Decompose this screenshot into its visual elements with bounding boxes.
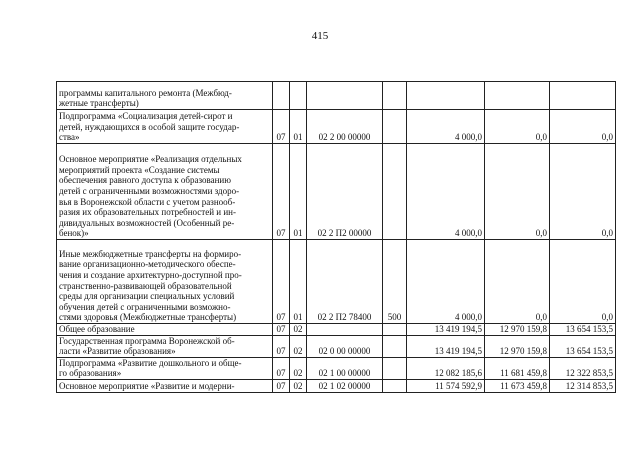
section-code-cell: 07 xyxy=(273,240,290,324)
expense-type-cell xyxy=(383,379,407,392)
row-name-cell: Подпрограмма «Развитие дошкольного и обще- го образования» xyxy=(57,357,273,379)
amount-year3-cell: 13 654 153,5 xyxy=(550,324,616,336)
amount-year1-cell: 11 574 592,9 xyxy=(407,379,485,392)
amount-year3-cell: 0,0 xyxy=(550,144,616,240)
amount-year2-cell: 12 970 159,8 xyxy=(485,335,550,357)
target-article-cell: 02 2 00 00000 xyxy=(307,110,383,144)
amount-year1-cell: 13 419 194,5 xyxy=(407,335,485,357)
subsection-code-cell xyxy=(290,82,307,110)
section-code-cell: 07 xyxy=(273,379,290,392)
table-row xyxy=(57,379,616,392)
amount-year2-cell: 12 970 159,8 xyxy=(485,324,550,336)
table-row xyxy=(57,110,616,144)
subsection-code-cell: 01 xyxy=(290,144,307,240)
amount-year3-cell: 12 314 853,5 xyxy=(550,379,616,392)
row-name-cell: программы капитального ремонта (Межбюд- жетные трансферты) xyxy=(57,82,273,110)
table-row xyxy=(57,357,616,379)
amount-year2-cell: 0,0 xyxy=(485,240,550,324)
target-article-cell: 02 1 02 00000 xyxy=(307,379,383,392)
section-code-cell: 07 xyxy=(273,110,290,144)
subsection-code-cell: 02 xyxy=(290,357,307,379)
section-code-cell xyxy=(273,82,290,110)
amount-year3-cell: 0,0 xyxy=(550,240,616,324)
target-article-cell: 02 2 П2 00000 xyxy=(307,144,383,240)
amount-year2-cell: 11 673 459,8 xyxy=(485,379,550,392)
subsection-code-cell: 01 xyxy=(290,240,307,324)
amount-year1-cell xyxy=(407,82,485,110)
table-row xyxy=(57,144,616,240)
expense-type-cell xyxy=(383,144,407,240)
row-name-cell: Иные межбюджетные трансферты на формиро- вание организационно-методического обеспе- чения и создание архитектурно-доступной про- странственно-развивающей образовательной среды для организации специальных условий обучения детей с ограниченными возможно- стями здоровья (Межбюджетные трансферты) xyxy=(57,240,273,324)
amount-year1-cell: 4 000,0 xyxy=(407,240,485,324)
page-number: 415 xyxy=(311,30,329,42)
row-name-cell: Основное мероприятие «Реализация отдельных мероприятий проекта «Создание системы обеспечения равного доступа к образованию детей с ограниченными возможностями здоро- вья в Воронежской области с учетом разнооб- разия их образовательных потребностей и ин- дивидуальных возможностей (Особенный ре- бенок)» xyxy=(57,144,273,240)
row-name-cell: Общее образование xyxy=(57,324,273,336)
subsection-code-cell: 01 xyxy=(290,110,307,144)
expense-type-cell xyxy=(383,82,407,110)
amount-year3-cell xyxy=(550,82,616,110)
table-row xyxy=(57,82,616,110)
amount-year1-cell: 13 419 194,5 xyxy=(407,324,485,336)
amount-year1-cell: 12 082 185,6 xyxy=(407,357,485,379)
section-code-cell: 07 xyxy=(273,144,290,240)
expense-type-cell: 500 xyxy=(383,240,407,324)
target-article-cell xyxy=(307,324,383,336)
row-name-cell: Подпрограмма «Социализация детей-сирот и детей, нуждающихся в особой защите государ- ства» xyxy=(57,110,273,144)
amount-year3-cell: 0,0 xyxy=(550,110,616,144)
amount-year2-cell xyxy=(485,82,550,110)
amount-year2-cell: 11 681 459,8 xyxy=(485,357,550,379)
subsection-code-cell: 02 xyxy=(290,324,307,336)
subsection-code-cell: 02 xyxy=(290,335,307,357)
target-article-cell: 02 1 00 00000 xyxy=(307,357,383,379)
target-article-cell: 02 2 П2 78400 xyxy=(307,240,383,324)
amount-year3-cell: 12 322 853,5 xyxy=(550,357,616,379)
subsection-code-cell: 02 xyxy=(290,379,307,392)
target-article-cell xyxy=(307,82,383,110)
section-code-cell: 07 xyxy=(273,357,290,379)
target-article-cell: 02 0 00 00000 xyxy=(307,335,383,357)
expense-type-cell xyxy=(383,324,407,336)
budget-table xyxy=(56,81,616,393)
expense-type-cell xyxy=(383,357,407,379)
amount-year1-cell: 4 000,0 xyxy=(407,110,485,144)
amount-year3-cell: 13 654 153,5 xyxy=(550,335,616,357)
section-code-cell: 07 xyxy=(273,335,290,357)
amount-year2-cell: 0,0 xyxy=(485,144,550,240)
row-name-cell: Основное мероприятие «Развитие и модерни- xyxy=(57,379,273,392)
table-row xyxy=(57,240,616,324)
table-row xyxy=(57,324,616,336)
amount-year2-cell: 0,0 xyxy=(485,110,550,144)
row-name-cell: Государственная программа Воронежской об- ласти «Развитие образования» xyxy=(57,335,273,357)
table-row xyxy=(57,335,616,357)
section-code-cell: 07 xyxy=(273,324,290,336)
expense-type-cell xyxy=(383,110,407,144)
amount-year1-cell: 4 000,0 xyxy=(407,144,485,240)
expense-type-cell xyxy=(383,335,407,357)
